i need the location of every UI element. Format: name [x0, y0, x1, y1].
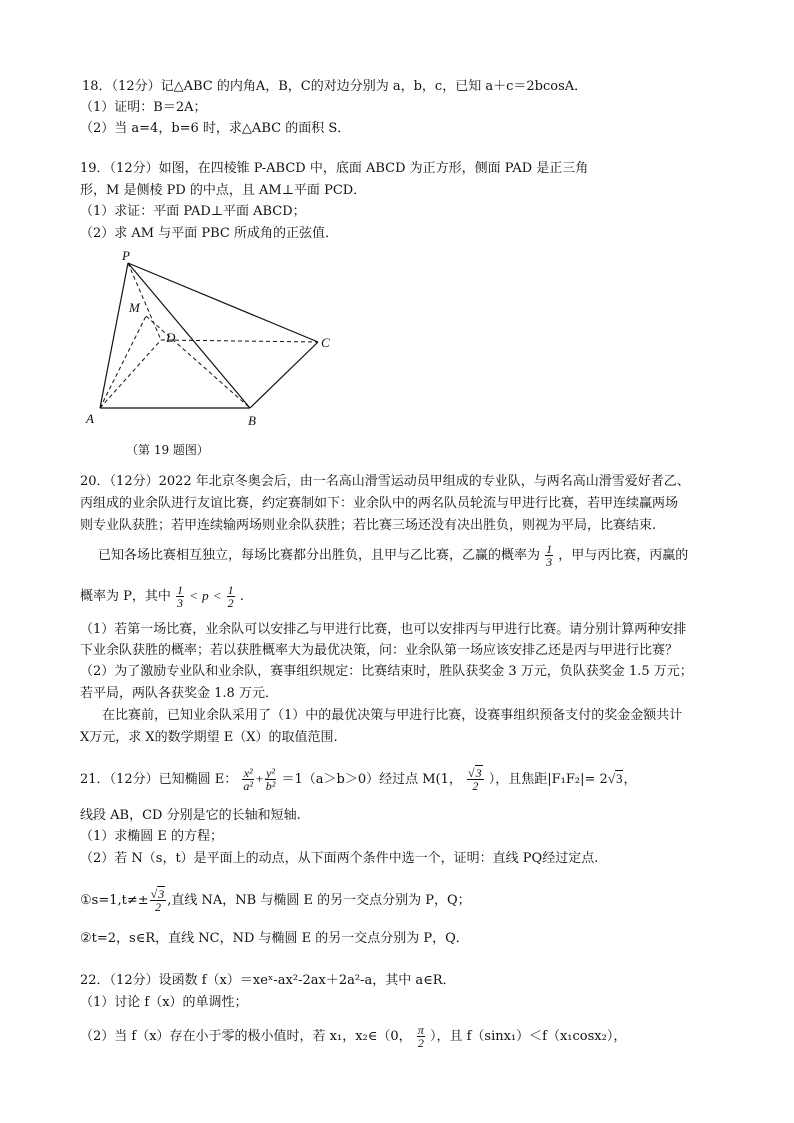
label-C: C	[321, 335, 330, 350]
q22-title: 22．（12分）设函数 f（x）＝xeˣ-ax²-2ax＋2a²-a，其中 a∈R．	[80, 973, 456, 988]
q18-part1: （1）证明：B＝2A；	[80, 100, 207, 115]
label-B: B	[248, 413, 256, 428]
pyramid-diagram	[80, 248, 350, 463]
q21-line1-text-a: 21．（12分）已知椭圆 E：	[80, 772, 238, 787]
q20-line2: 丙组成的业余队进行友谊比赛，约定赛制如下：业余队中的两名队员轮流与甲进行比赛，若甲连续赢两场	[80, 496, 679, 511]
less-than-1: <	[189, 588, 198, 603]
q21-condition2: ②t=2，s∈R，直线 NC，ND 与椭圆 E 的另一交点分别为 P，Q．	[80, 931, 469, 946]
q21-line2: 线段 AB，CD 分别是它的长轴和短轴.	[80, 808, 301, 823]
label-P: P	[122, 248, 130, 263]
q20-line5-text: 概率为 P，其中	[80, 589, 171, 604]
fraction-sqrt3-2: $\frac{√3}{2}$	[468, 766, 482, 793]
edge-AD	[100, 340, 161, 408]
q20-line4-text-b: ，甲与丙比赛，丙赢的	[558, 548, 689, 563]
q22-part2-text-a: （2）当 f（x）存在小于零的极小值时，若 x₁，x₂∈（0，	[80, 1029, 412, 1044]
q20-line4-text-a: 已知各场比赛相互独立，每场比赛都分出胜负，且甲与乙比赛，乙赢的概率为	[98, 548, 541, 563]
sqrt-3: √3	[607, 771, 623, 786]
fraction-pi-2: $\frac{\pi}{2}$	[417, 1023, 424, 1050]
q20-line5	[80, 584, 244, 609]
q21-line1	[80, 767, 636, 792]
q21-line1-text-d: ，	[623, 772, 637, 787]
fraction-one-third-b: $\frac{1}{3}$	[177, 583, 184, 610]
q20-line5-end: .	[239, 589, 244, 604]
q21-line1-text-c: ），且焦距|F₁F₂|= 2	[488, 772, 608, 787]
q21-line1-text-b: ＝1（a＞b＞0）经过点 M(1，	[281, 772, 462, 787]
q22-part1: （1）讨论 f（x）的单调性；	[80, 995, 248, 1010]
q20-line6: （1）若第一场比赛，业余队可以安排乙与甲进行比赛，也可以安排丙与甲进行比赛。请分别计算两种安排	[80, 622, 687, 637]
q19-title-b: 形，M 是侧棱 PD 的中点，且 AM⊥平面 PCD．	[80, 183, 367, 198]
label-M: M	[129, 300, 140, 315]
fraction-y2-b2: $\frac{\text{y²}}{\text{b²}}$	[265, 766, 276, 793]
q22-part2	[80, 1024, 626, 1049]
fraction-one-half: $\frac{1}{2}$	[227, 583, 234, 610]
q19-part1: （1）求证：平面 PAD⊥平面 ABCD；	[80, 204, 306, 219]
q20-line8: （2）为了激励专业队和业余队，赛事组织规定：比赛结束时，胜队获奖金 3 万元，负队获奖金 1.5 万元；	[80, 664, 693, 679]
fraction-x2-a2: $\frac{\text{x²}}{\text{a²}}$	[243, 766, 253, 793]
q22-part2-text-b: ），且 f（sinx₁）＜f（x₁cosx₂），	[429, 1029, 627, 1044]
segment-AM	[100, 316, 146, 408]
q20-line11: X万元，求 X的数学期望 E（X）的取值范围.	[80, 730, 338, 745]
pyramid-figure	[80, 248, 350, 463]
q20-line4	[98, 543, 688, 568]
q21-part1: （1）求椭圆 E 的方程；	[80, 829, 224, 844]
plus-sign: +	[254, 771, 264, 786]
q19-part2: （2）求 AM 与平面 PBC 所成角的正弦值．	[80, 226, 338, 241]
less-than-2: <	[212, 588, 222, 603]
q18-part2: （2）当 a=4，b=6 时，求△ABC 的面积 S．	[80, 121, 351, 136]
q21-part2: （2）若 N（s，t）是平面上的动点，从下面两个条件中选一个，证明：直线 PQ经过定点.	[80, 851, 599, 866]
condition1-text-b: ,直线 NA，NB 与椭圆 E 的另一交点分别为 P，Q；	[167, 893, 471, 908]
q20-line1: 20．（12分）2022 年北京冬奥会后，由一名高山滑雪运动员甲组成的专业队，与两名高山滑雪爱好者乙、	[80, 474, 690, 489]
q20-line7: 下业余队获胜的概率；若以获胜概率大为最优决策，问：业余队第一场应该安排乙还是丙与甲进行比赛？	[80, 643, 679, 658]
edge-PA	[100, 263, 128, 408]
segment-MB	[146, 316, 250, 408]
figure-caption: （第 19 题图）	[126, 443, 209, 457]
q18-title: 18．（12分）记△ABC 的内角A，B，C的对边分别为 a，b，c，已知 a＋c＝2bcosA．	[82, 79, 588, 94]
edge-PB	[128, 263, 250, 408]
q21-condition1	[80, 888, 471, 913]
q20-line10: 在比赛前，已知业余队采用了（1）中的最优决策与甲进行比赛，设赛事组织预备支付的奖金金额共计	[102, 708, 683, 723]
q20-line3: 则专业队获胜；若甲连续输两场则业余队获胜；若比赛三场还没有决出胜负，则视为平局，比赛结束.	[80, 518, 657, 533]
q19-title-a: 19．（12分）如图，在四棱锥 P-ABCD 中，底面 ABCD 为正方形，侧面 PAD 是正三角	[80, 161, 589, 176]
label-A: A	[86, 411, 94, 426]
q20-line9: 若平局，两队各获奖金 1.8 万元．	[80, 686, 278, 701]
condition1-text-a: ①s=1,t≠±	[80, 893, 149, 908]
label-D: D	[166, 330, 176, 345]
fraction-sqrt3-2-b: $\frac{√3}{2}$	[150, 887, 165, 914]
edge-DC	[161, 340, 318, 342]
var-p: p	[202, 588, 209, 603]
fraction-one-third: $\frac{1}{3}$	[546, 542, 553, 569]
edge-BC	[250, 342, 318, 408]
